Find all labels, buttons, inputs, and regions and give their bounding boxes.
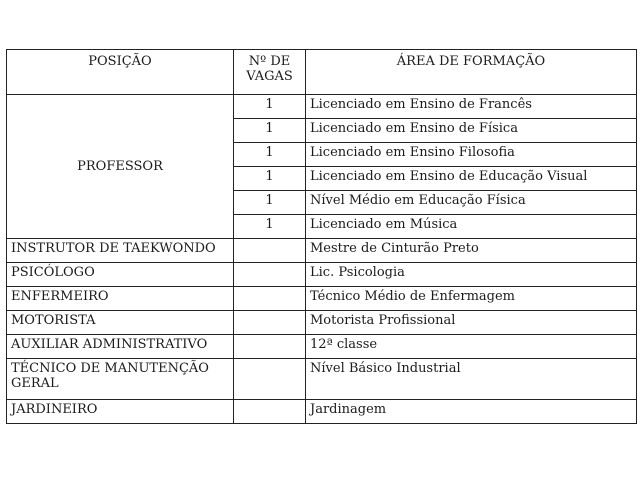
table-row xyxy=(7,95,637,119)
vacancies-cell: 1 xyxy=(234,167,306,191)
vacancies-cell xyxy=(234,400,306,424)
vacancies-cell: 1 xyxy=(234,119,306,143)
training-cell: Lic. Psicologia xyxy=(306,263,637,287)
table-row xyxy=(7,239,637,263)
table-row xyxy=(7,263,637,287)
training-cell: Licenciado em Ensino de Educação Visual xyxy=(306,167,637,191)
header-vacancies: Nº DE VAGAS xyxy=(234,50,306,95)
training-cell: Nível Médio em Educação Física xyxy=(306,191,637,215)
vacancies-cell xyxy=(234,359,306,400)
table-row xyxy=(7,359,637,400)
training-cell: Jardinagem xyxy=(306,400,637,424)
position-cell: TÉCNICO DE MANUTENÇÃO GERAL xyxy=(7,359,234,400)
position-cell: PSICÓLOGO xyxy=(7,263,234,287)
training-cell: Nível Básico Industrial xyxy=(306,359,637,400)
vacancies-cell: 1 xyxy=(234,143,306,167)
vacancies-cell xyxy=(234,263,306,287)
header-training: ÁREA DE FORMAÇÃO xyxy=(306,50,637,95)
vacancies-cell: 1 xyxy=(234,191,306,215)
position-cell: ENFERMEIRO xyxy=(7,287,234,311)
training-cell: 12ª classe xyxy=(306,335,637,359)
table-row xyxy=(7,335,637,359)
position-cell: INSTRUTOR DE TAEKWONDO xyxy=(7,239,234,263)
vacancies-cell xyxy=(234,311,306,335)
training-cell: Motorista Profissional xyxy=(306,311,637,335)
vacancies-table xyxy=(6,49,637,424)
header-position: POSIÇÃO xyxy=(7,50,234,95)
vacancies-cell xyxy=(234,287,306,311)
table-row xyxy=(7,311,637,335)
training-cell: Licenciado em Ensino Filosofia xyxy=(306,143,637,167)
position-cell: JARDINEIRO xyxy=(7,400,234,424)
training-cell: Mestre de Cinturão Preto xyxy=(306,239,637,263)
training-cell: Técnico Médio de Enfermagem xyxy=(306,287,637,311)
table-row xyxy=(7,400,637,424)
training-cell: Licenciado em Ensino de Física xyxy=(306,119,637,143)
vacancies-cell: 1 xyxy=(234,95,306,119)
vacancies-cell: 1 xyxy=(234,215,306,239)
header-row xyxy=(7,50,637,95)
table-row xyxy=(7,287,637,311)
position-cell-professor: PROFESSOR xyxy=(7,95,234,239)
training-cell: Licenciado em Música xyxy=(306,215,637,239)
position-cell: MOTORISTA xyxy=(7,311,234,335)
training-cell: Licenciado em Ensino de Francês xyxy=(306,95,637,119)
position-cell: AUXILIAR ADMINISTRATIVO xyxy=(7,335,234,359)
vacancies-cell xyxy=(234,239,306,263)
vacancies-cell xyxy=(234,335,306,359)
